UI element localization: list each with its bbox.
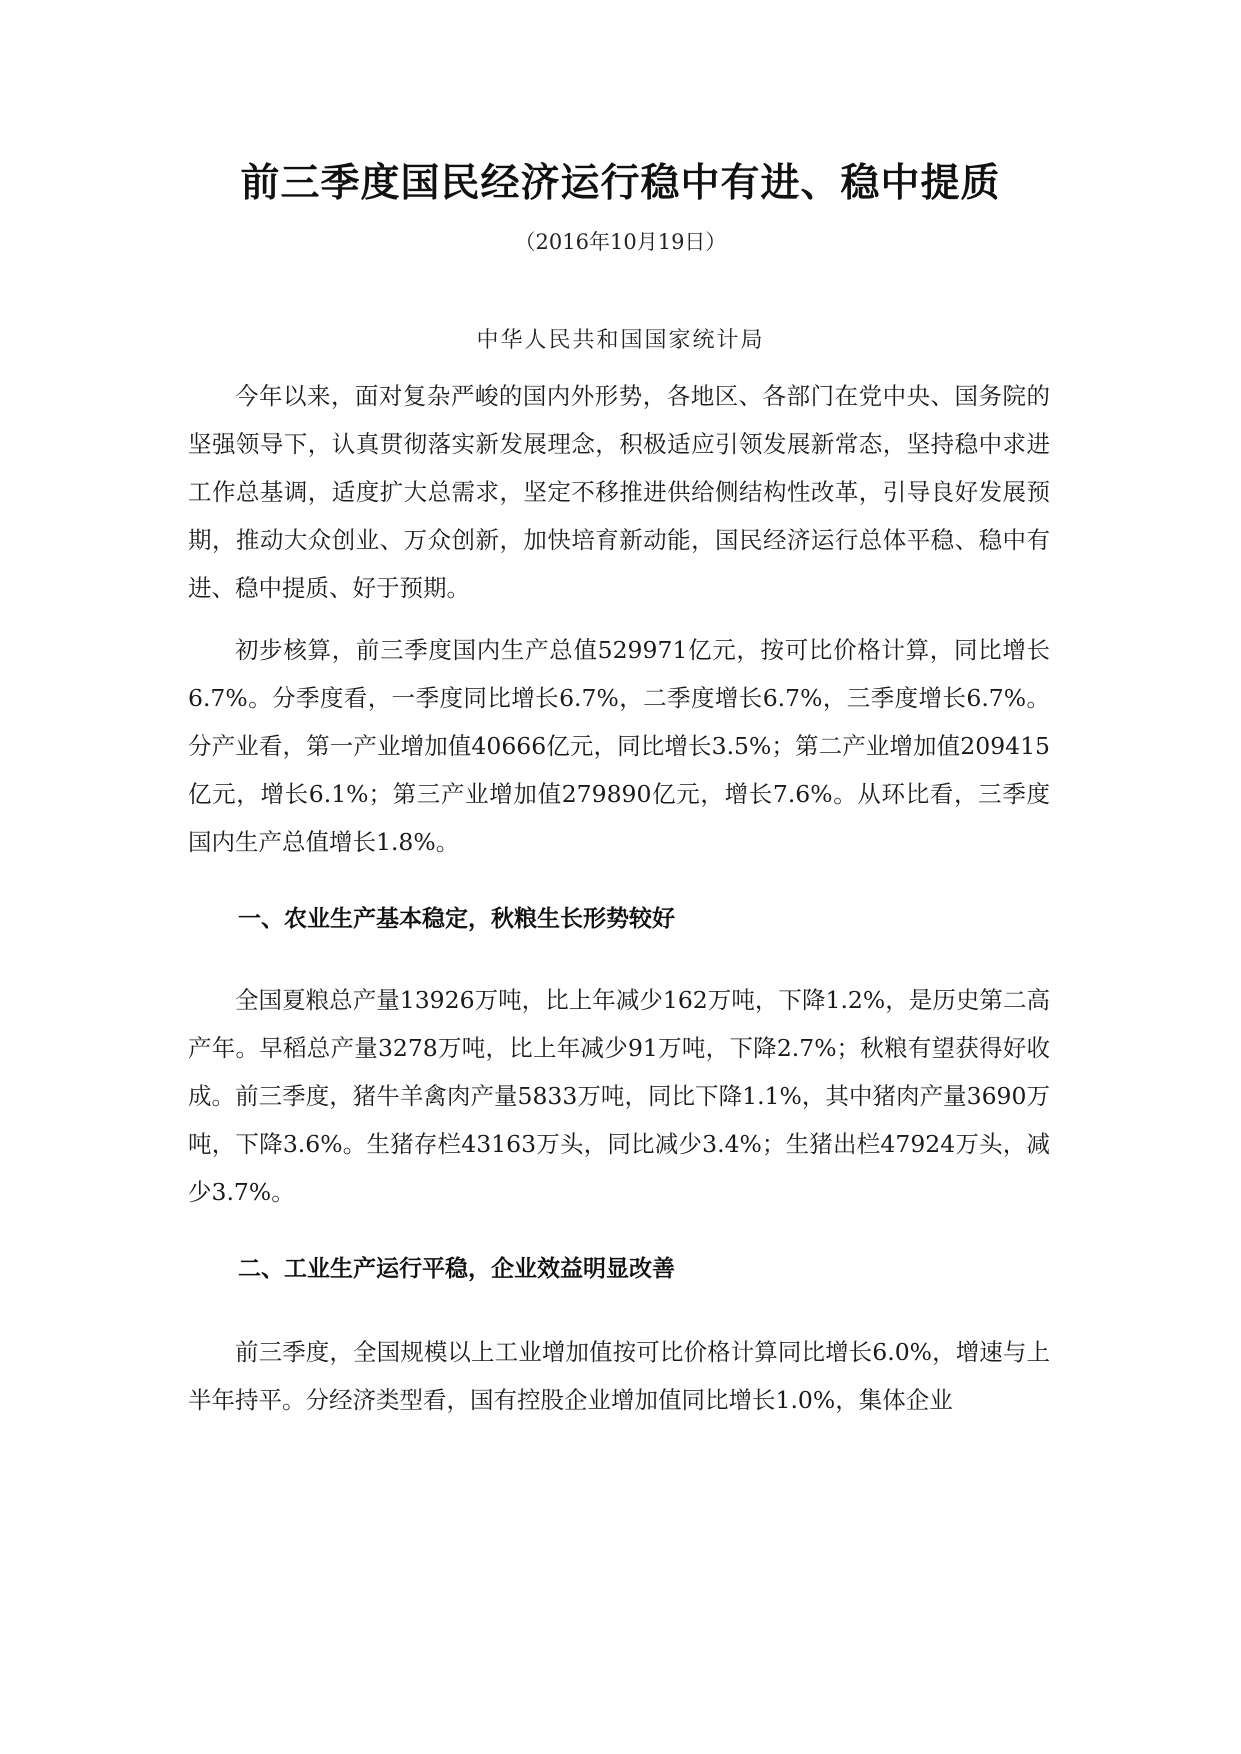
- intro-paragraph: 今年以来，面对复杂严峻的国内外形势，各地区、各部门在党中央、国务院的坚强领导下，认真贯彻落实新发展理念，积极适应引领发展新常态，坚持稳中求进工作总基调，适度扩大总需求，坚定不移推进供给侧结构性改革，引导良好发展预期，推动大众创业、万众创新，加快培育新动能，国民经济运行总体平稳、稳中有进、稳中提质、好于预期。: [188, 382, 1050, 602]
- section-heading-agriculture: 一、农业生产基本稳定，秋粮生长形势较好: [238, 906, 675, 932]
- agriculture-paragraph: 全国夏粮总产量13926万吨，比上年减少162万吨，下降1.2%，是历史第二高产年。早稻总产量3278万吨，比上年减少91万吨，下降2.7%；秋粮有望获得好收成。前三季度，猪牛羊禽肉产量5833万吨，同比下降1.1%，其中猪肉产量3690万吨，下降3.6%。生猪存栏43163万头，同比减少3.4%；生猪出栏47924万头，减少3.7%。: [188, 986, 1050, 1206]
- document-date: （2016年10月19日）: [514, 230, 727, 254]
- industry-paragraph: 前三季度，全国规模以上工业增加值按可比价格计算同比增长6.0%，增速与上半年持平。分经济类型看，国有控股企业增加值同比增长1.0%，集体企业: [188, 1338, 1050, 1414]
- section-heading-industry: 二、工业生产运行平稳，企业效益明显改善: [238, 1256, 675, 1282]
- document-author: 中华人民共和国国家统计局: [476, 328, 765, 353]
- document-title: 前三季度国民经济运行稳中有进、稳中提质: [240, 161, 1001, 206]
- gdp-paragraph: 初步核算，前三季度国内生产总值529971亿元，按可比价格计算，同比增长6.7%。分季度看，一季度同比增长6.7%，二季度增长6.7%，三季度增长6.7%。分产业看，第一产业增加值40666亿元，同比增长3.5%；第二产业增加值209415亿元，增长6.1%；第三产业增加值279890亿元，增长7.6%。从环比看，三季度国内生产总值增长1.8%。: [188, 636, 1050, 856]
